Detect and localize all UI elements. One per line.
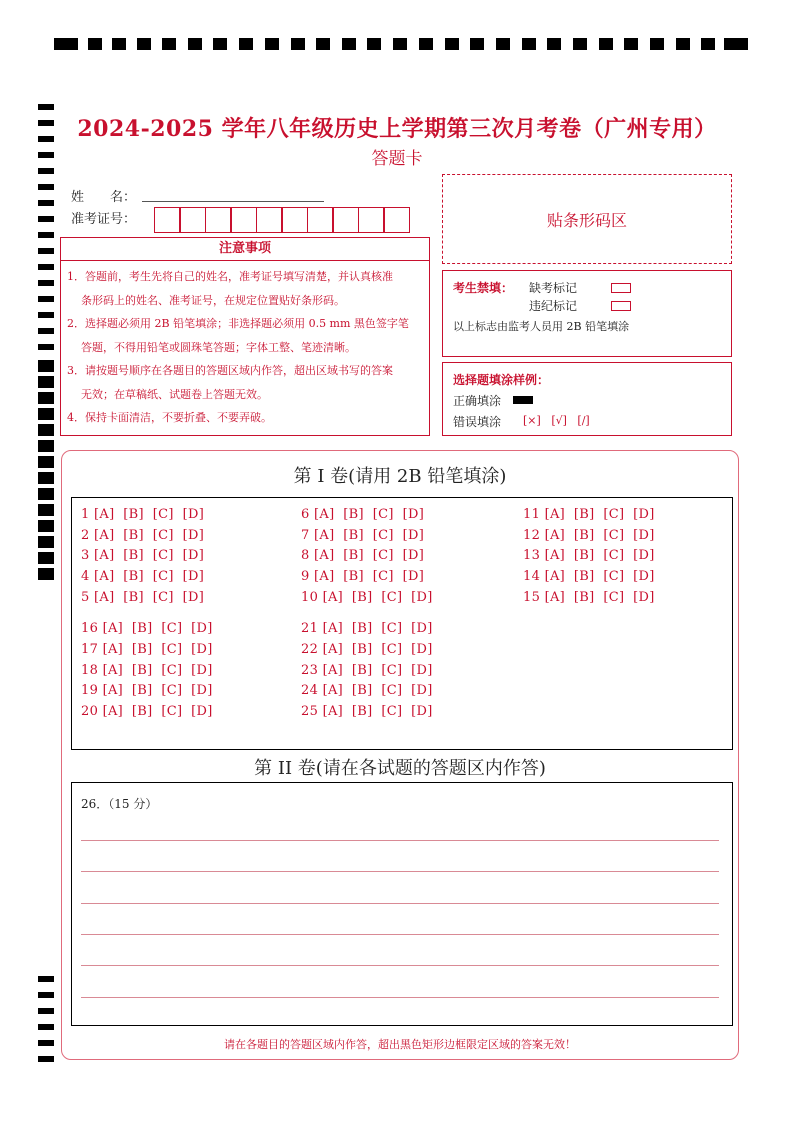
- question-18-options[interactable]: 18 [A] [B] [C] [D]: [81, 663, 213, 678]
- question-23-options[interactable]: 23 [A] [B] [C] [D]: [301, 663, 433, 678]
- timing-mark: [316, 38, 330, 50]
- footer-warning: 请在各题目的答题区域内作答，超出黑色矩形边框限定区域的答案无效！: [224, 1038, 576, 1051]
- question-22-options[interactable]: 22 [A] [B] [C] [D]: [301, 642, 433, 657]
- timing-mark: [291, 38, 305, 50]
- side-timing-mark: [38, 574, 54, 580]
- side-timing-mark: [38, 296, 54, 302]
- timing-mark: [496, 38, 510, 50]
- name-input-line[interactable]: [142, 200, 324, 202]
- timing-mark: [393, 38, 407, 50]
- side-timing-mark: [38, 136, 54, 142]
- side-timing-mark: [38, 120, 54, 126]
- question-25-options[interactable]: 25 [A] [B] [C] [D]: [301, 704, 433, 719]
- examiner-only-box: [442, 270, 732, 357]
- side-timing-mark: [38, 168, 54, 174]
- side-timing-mark: [38, 184, 54, 190]
- side-timing-mark: [38, 430, 54, 436]
- timing-mark: [624, 38, 638, 50]
- question-21-options[interactable]: 21 [A] [B] [C] [D]: [301, 621, 433, 636]
- side-timing-mark: [38, 264, 54, 270]
- timing-mark: [522, 38, 536, 50]
- timing-mark: [724, 38, 748, 50]
- section-1-title: 第 I 卷(请用 2B 铅笔填涂): [293, 466, 507, 487]
- side-timing-mark: [38, 558, 54, 564]
- notice-heading: 注意事项: [60, 237, 430, 261]
- correct-fill-sample: [513, 396, 533, 404]
- question-10-options[interactable]: 10 [A] [B] [C] [D]: [301, 590, 433, 605]
- timing-mark: [573, 38, 587, 50]
- correct-fill-label: 正确填涂: [453, 394, 502, 408]
- timing-mark: [162, 38, 176, 50]
- fill-sample-label: 选择题填涂样例：: [453, 373, 550, 387]
- timing-mark: [599, 38, 613, 50]
- exam-id-digit-box[interactable]: [179, 207, 206, 233]
- question-11-options[interactable]: 11 [A] [B] [C] [D]: [523, 507, 655, 522]
- fill-sample-box: [442, 362, 732, 436]
- timing-mark: [650, 38, 664, 50]
- side-timing-mark: [38, 248, 54, 254]
- timing-mark: [547, 38, 561, 50]
- answer-line: [81, 934, 719, 935]
- question-5-options[interactable]: 5 [A] [B] [C] [D]: [81, 590, 205, 605]
- timing-mark: [112, 38, 126, 50]
- page-title: 2024-2025 学年八年级历史上学期第三次月考卷（广州专用）: [77, 116, 717, 142]
- exam-id-digit-box[interactable]: [307, 207, 334, 233]
- section-2-title: 第 II 卷(请在各试题的答题区内作答): [254, 758, 546, 779]
- timing-mark: [54, 38, 78, 50]
- exam-id-digit-box[interactable]: [383, 207, 410, 233]
- side-timing-mark: [38, 216, 54, 222]
- exam-id-digit-box[interactable]: [256, 207, 283, 233]
- side-timing-mark: [38, 542, 54, 548]
- question-19-options[interactable]: 19 [A] [B] [C] [D]: [81, 683, 213, 698]
- question-8-options[interactable]: 8 [A] [B] [C] [D]: [301, 548, 425, 563]
- answer-line: [81, 840, 719, 841]
- timing-mark: [342, 38, 356, 50]
- side-timing-mark: [38, 510, 54, 516]
- question-13-options[interactable]: 13 [A] [B] [C] [D]: [523, 548, 655, 563]
- timing-mark: [470, 38, 484, 50]
- question-14-options[interactable]: 14 [A] [B] [C] [D]: [523, 569, 655, 584]
- absent-mark-label: 缺考标记: [529, 281, 578, 295]
- side-timing-mark: [38, 494, 54, 500]
- side-timing-mark: [38, 232, 54, 238]
- absent-mark-box[interactable]: [611, 283, 631, 293]
- answer-line: [81, 903, 719, 904]
- timing-mark: [213, 38, 227, 50]
- exam-id-digit-box[interactable]: [154, 207, 181, 233]
- notice-item-3: 3．请按题号顺序在各题目的答题区域内作答，超出区域书写的答案 无效；在草稿纸、试题卷上答题无效。: [67, 364, 393, 401]
- side-timing-mark: [38, 462, 54, 468]
- exam-id-digit-box[interactable]: [332, 207, 359, 233]
- side-timing-mark: [38, 200, 54, 206]
- timing-mark: [137, 38, 151, 50]
- side-timing-mark: [38, 478, 54, 484]
- page-subtitle: 答题卡: [371, 149, 423, 169]
- barcode-label: 贴条形码区: [546, 210, 627, 230]
- side-timing-mark: [38, 1008, 54, 1014]
- question-16-options[interactable]: 16 [A] [B] [C] [D]: [81, 621, 213, 636]
- timing-mark: [88, 38, 102, 50]
- exam-id-digit-box[interactable]: [281, 207, 308, 233]
- answer-line: [81, 965, 719, 966]
- violation-mark-box[interactable]: [611, 301, 631, 311]
- answer-line: [81, 997, 719, 998]
- side-timing-mark: [38, 1024, 54, 1030]
- examiner-note: 以上标志由监考人员用 2B 铅笔填涂: [453, 320, 630, 333]
- notice-item-2: 2．选择题必须用 2B 铅笔填涂；非选择题必须用 0.5 mm 黑色签字笔 答题，不得用铅笔或圆珠笔答题；字体工整、笔迹清晰。: [67, 317, 409, 354]
- timing-mark: [367, 38, 381, 50]
- question-4-options[interactable]: 4 [A] [B] [C] [D]: [81, 569, 205, 584]
- notice-item-1: 1．答题前，考生先将自己的姓名，准考证号填写清楚，并认真核准 条形码上的姓名、准考证号，在规定位置贴好条形码。: [67, 270, 393, 307]
- violation-mark-label: 违纪标记: [529, 299, 578, 313]
- name-label: 姓 名：: [71, 190, 137, 205]
- exam-id-boxes[interactable]: [155, 207, 410, 233]
- barcode-area: [442, 174, 732, 264]
- question-20-options[interactable]: 20 [A] [B] [C] [D]: [81, 704, 213, 719]
- wrong-fill-samples: [×] [√] [/]: [523, 414, 590, 427]
- question-2-options[interactable]: 2 [A] [B] [C] [D]: [81, 528, 205, 543]
- timing-mark: [419, 38, 433, 50]
- top-timing-marks: [54, 38, 748, 52]
- timing-mark: [265, 38, 279, 50]
- notice-item-4: 4．保持卡面清洁，不要折叠、不要弄破。: [67, 411, 272, 424]
- question-17-options[interactable]: 17 [A] [B] [C] [D]: [81, 642, 213, 657]
- side-timing-mark: [38, 312, 54, 318]
- side-timing-mark: [38, 328, 54, 334]
- side-timing-mark: [38, 1040, 54, 1046]
- side-timing-mark: [38, 1056, 54, 1062]
- timing-mark: [701, 38, 715, 50]
- side-timing-mark: [38, 344, 54, 350]
- side-timing-mark: [38, 104, 54, 110]
- side-timing-mark: [38, 976, 54, 982]
- side-timing-mark: [38, 526, 54, 532]
- side-timing-mark: [38, 992, 54, 998]
- question-26-label: 26．（15 分）: [81, 797, 158, 811]
- written-answer-box[interactable]: [71, 782, 733, 1026]
- question-15-options[interactable]: 15 [A] [B] [C] [D]: [523, 590, 655, 605]
- exam-id-digit-box[interactable]: [205, 207, 232, 233]
- timing-mark: [676, 38, 690, 50]
- examiner-only-label: 考生禁填：: [453, 281, 514, 295]
- question-9-options[interactable]: 9 [A] [B] [C] [D]: [301, 569, 425, 584]
- answer-line: [81, 871, 719, 872]
- exam-id-digit-box[interactable]: [230, 207, 257, 233]
- question-1-options[interactable]: 1 [A] [B] [C] [D]: [81, 507, 205, 522]
- timing-mark: [188, 38, 202, 50]
- timing-mark: [239, 38, 253, 50]
- question-24-options[interactable]: 24 [A] [B] [C] [D]: [301, 683, 433, 698]
- exam-id-label: 准考证号：: [71, 212, 137, 227]
- side-timing-mark: [38, 152, 54, 158]
- side-timing-mark: [38, 366, 54, 372]
- question-6-options[interactable]: 6 [A] [B] [C] [D]: [301, 507, 425, 522]
- notice-box: [60, 260, 430, 436]
- side-timing-mark: [38, 446, 54, 452]
- question-12-options[interactable]: 12 [A] [B] [C] [D]: [523, 528, 655, 543]
- exam-id-digit-box[interactable]: [358, 207, 385, 233]
- timing-mark: [445, 38, 459, 50]
- question-7-options[interactable]: 7 [A] [B] [C] [D]: [301, 528, 425, 543]
- wrong-fill-label: 错误填涂: [453, 415, 502, 429]
- side-timing-mark: [38, 280, 54, 286]
- side-timing-mark: [38, 398, 54, 404]
- side-timing-mark: [38, 382, 54, 388]
- side-timing-mark: [38, 414, 54, 420]
- question-3-options[interactable]: 3 [A] [B] [C] [D]: [81, 548, 205, 563]
